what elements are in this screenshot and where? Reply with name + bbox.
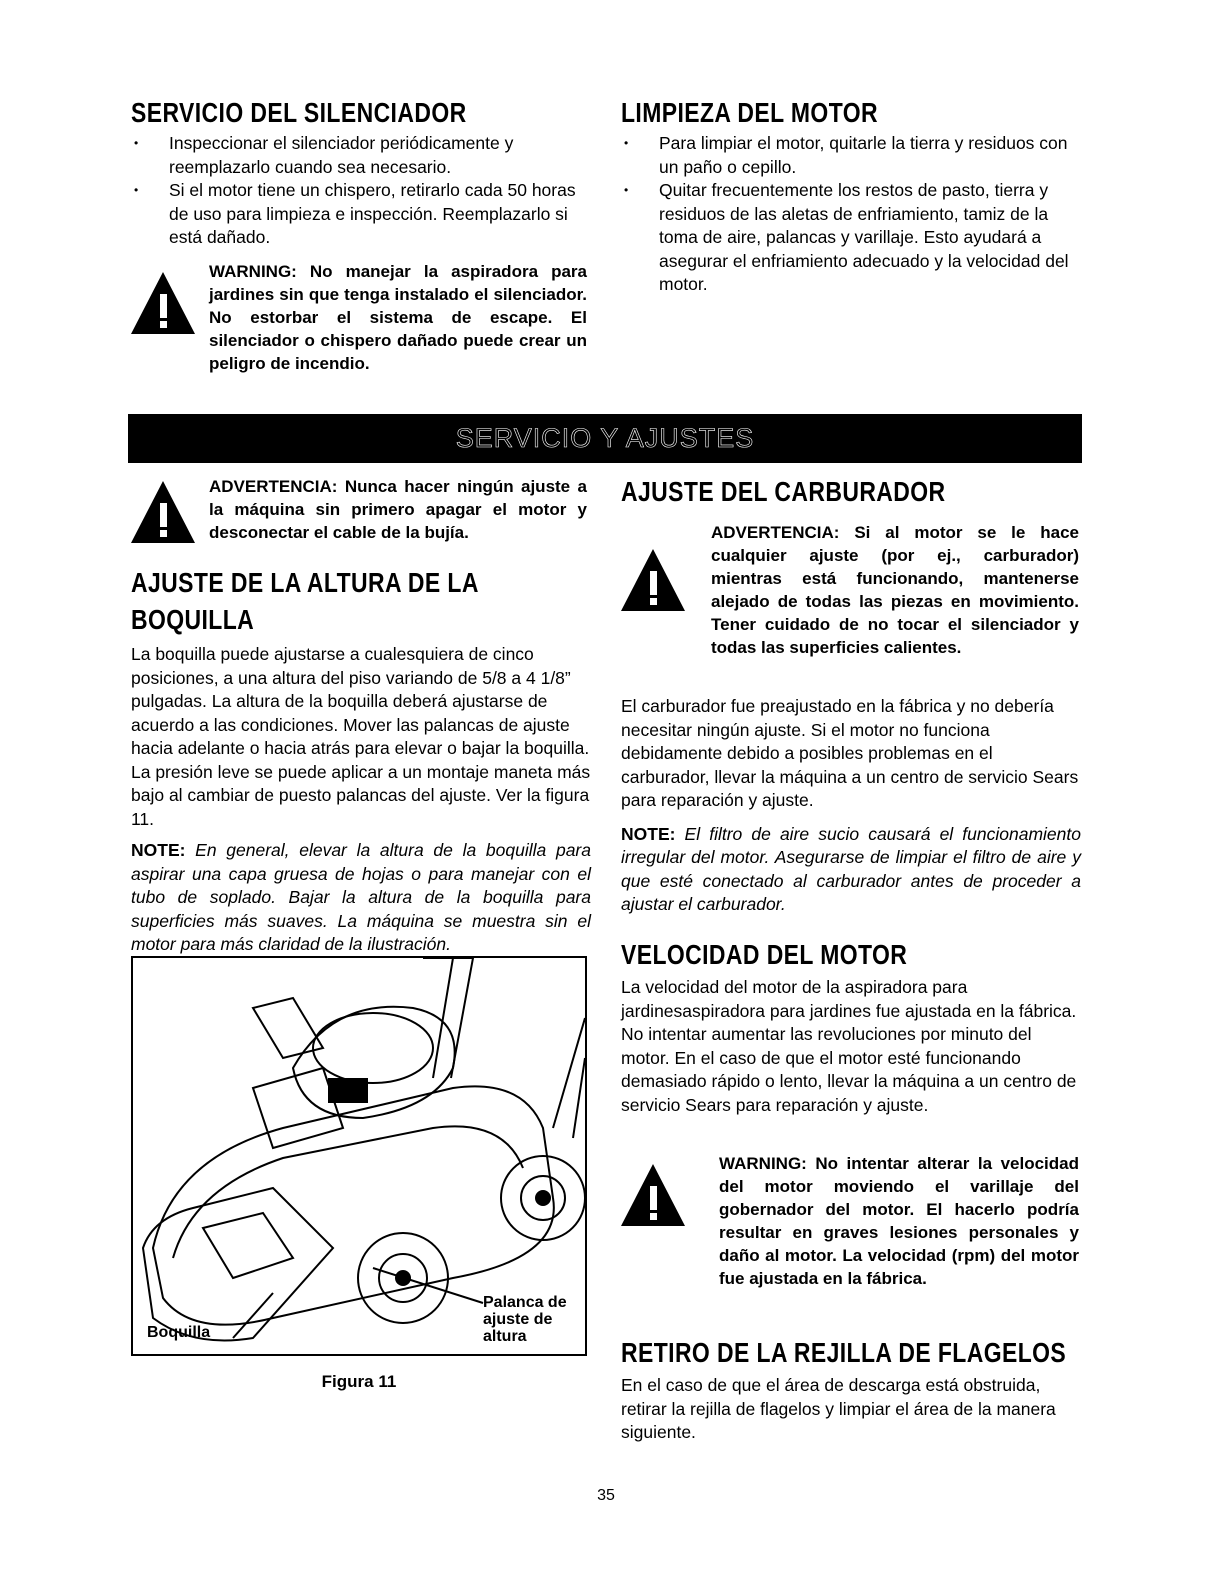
label-boquilla: Boquilla — [147, 1324, 211, 1341]
heading-ajuste-carburador: AJUSTE DEL CARBURADOR — [621, 476, 946, 507]
body-text: El carburador fue preajustado en la fábrica y no debería necesitar ningún ajuste. Si el motor no funciona debidamente debido a posibles problemas en el carburador, llevar la máquina a un centro de servicio Sears para reparación y ajuste. — [621, 696, 1079, 810]
heading-retiro-rejilla: RETIRO DE LA REJILLA DE FLAGELOS — [621, 1337, 1067, 1368]
warning-text: ADVERTENCIA: Nunca hacer ningún ajuste a la máquina sin primero apagar el motor y desconectar el cable de la bujía. — [209, 477, 587, 542]
note-paragraph — [621, 823, 1081, 917]
bullet-item: • Inspeccionar el silenciador periódicamente y reemplazarlo cuando sea necesario. — [131, 132, 591, 179]
section-limpieza-motor — [621, 96, 1081, 297]
heading-servicio-silenciador: SERVICIO DEL SILENCIADOR — [131, 97, 467, 128]
label-palanca-line: Palanca de — [483, 1294, 567, 1311]
warning-block — [621, 1152, 1081, 1320]
note-text: El filtro de aire sucio causará el funcionamiento irregular del motor. Asegurarse de limpiar el filtro de aire y que esté conectado al carburador antes de proceder a ajustar el carburador. — [621, 823, 1081, 914]
bullet-item: • Si el motor tiene un chispero, retirarlo cada 50 horas de uso para limpieza e inspección. Reemplazarlo si está dañado. — [131, 179, 591, 250]
label-palanca — [483, 1294, 567, 1345]
label-palanca-line: ajuste de — [483, 1311, 553, 1328]
note-text: En general, elevar la altura de la boquilla para aspirar una capa gruesa de hojas o para manejar con el tubo de soplado. Bajar la altura de la boquilla para superficies más suaves. La máquina se muestra sin el motor para más claridad de la ilustración. — [131, 840, 591, 954]
figure-11 — [131, 956, 587, 1356]
section-banner — [128, 414, 1082, 463]
body-text: En el caso de que el área de descarga está obstruida, retirar la rejilla de flagelos y limpiar el área de la manera siguiente. — [621, 1375, 1056, 1442]
warning-block — [621, 521, 1081, 683]
section-velocidad-motor — [621, 938, 1081, 1117]
section-servicio-silenciador — [131, 96, 591, 250]
bullet-item: • Quitar frecuentemente los restos de pasto, tierra y residuos de las aletas de enfriamiento, tamiz de la toma de aire, palancas y varillaje. Esto ayudará a asegurar el enfriamiento adecuado y la velocidad del motor. — [621, 179, 1081, 297]
warning-triangle-icon — [621, 1164, 685, 1226]
warning-triangle-icon — [621, 549, 685, 611]
note-label: NOTE: — [131, 840, 196, 860]
warning-text: WARNING: No intentar alterar la velocidad del motor moviendo el varillaje del gobernador del motor. El hacerlo podría resultar en graves lesiones personales y daño al motor. La velocidad (rpm) del motor fue ajustada en la fábrica. — [719, 1154, 1079, 1288]
note-label: NOTE: — [621, 823, 685, 844]
warning-triangle-icon — [131, 272, 195, 334]
heading-limpieza-motor: LIMPIEZA DEL MOTOR — [621, 97, 878, 128]
warning-block — [131, 475, 591, 550]
bullet-list — [621, 132, 1081, 297]
page-number: 35 — [597, 1487, 615, 1504]
figure-caption: Figura 11 — [321, 1372, 397, 1391]
heading-velocidad-motor: VELOCIDAD DEL MOTOR — [621, 939, 908, 970]
heading-ajuste-altura: AJUSTE DE LA ALTURA DE LA — [131, 567, 479, 598]
section-carburador-body — [621, 695, 1081, 917]
bullet-item: • Para limpiar el motor, quitarle la tierra y residuos con un paño o cepillo. — [621, 132, 1081, 179]
body-text: La velocidad del motor de la aspiradora para jardinesaspiradora para jardines fue ajustada en la fábrica. No intentar aumentar las revoluciones por minuto del motor. En el caso de que el motor esté funcionando demasiado rápido o lento, llevar la máquina a un centro de servicio Sears para reparación y ajuste. — [621, 977, 1077, 1115]
warning-text: WARNING: No manejar la aspiradora para jardines sin que tenga instalado el silenciador. No estorbar el sistema de escape. El silenciador o chispero dañado puede crear un peligro de incendio. — [209, 262, 587, 373]
warning-block — [131, 260, 591, 380]
bullet-list — [131, 132, 591, 250]
section-ajuste-carburador — [621, 475, 1081, 509]
heading-ajuste-altura-line2: BOQUILLA — [131, 604, 255, 635]
label-palanca-line: altura — [483, 1328, 527, 1345]
section-retiro-rejilla — [621, 1336, 1081, 1445]
note-paragraph — [131, 839, 591, 957]
warning-triangle-icon — [131, 481, 195, 543]
banner-title: SERVICIO Y AJUSTES — [455, 423, 755, 453]
section-ajuste-altura — [131, 566, 591, 957]
body-text: La boquilla puede ajustarse a cualesquiera de cinco posiciones, a una altura del piso variando de 5/8 a 4 1/8” pulgadas. La altura de la boquilla deberá ajustarse de acuerdo a las condiciones. Mover las palancas de ajuste hacia adelante o hacia atrás para elevar o bajar la boquilla. La presión leve se puede aplicar a un montaje maneta más bajo al cambiar de puesto palancas del ajuste. Ver la figura 11. — [131, 644, 591, 829]
warning-text: ADVERTENCIA: Si al motor se le hace cualquier ajuste (por ej., carburador) mientras está funcionando, mantenerse alejado de todas las piezas en movimiento. Tener cuidado de no tocar el silenciador y todas las superficies calientes. — [711, 523, 1079, 657]
